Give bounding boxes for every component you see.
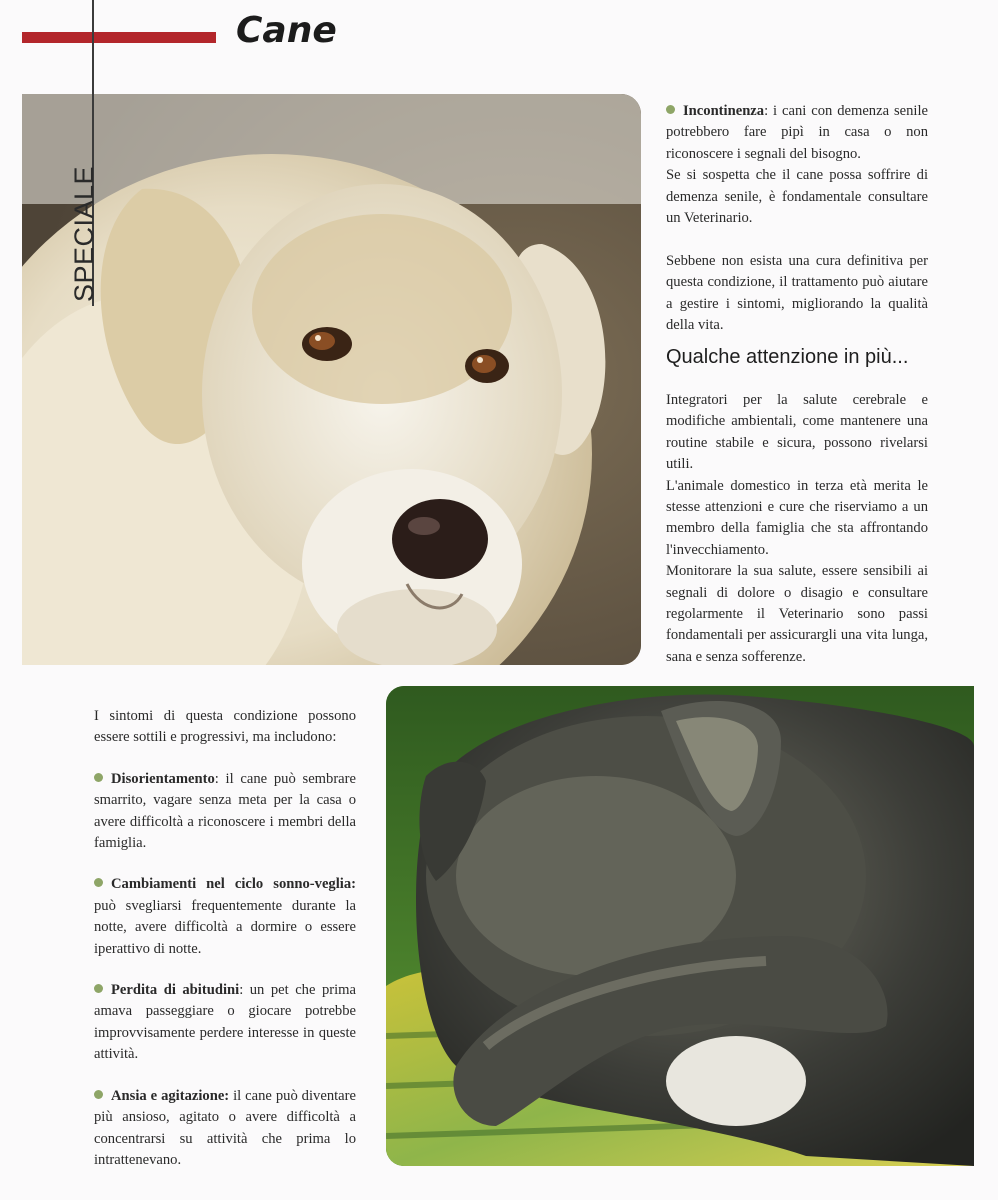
paragraph-no-cure: Sebbene non esista una cura definitiva per questa condizione, il trattamento può aiutare a gestire i sintomi, migliorando la qualità della vita. bbox=[666, 252, 928, 334]
incontinenza-paragraph bbox=[666, 101, 928, 165]
symptoms-intro: I sintomi di questa condizione possono essere sottili e progressivi, ma includono: bbox=[94, 708, 356, 746]
left-column-text bbox=[94, 706, 356, 1171]
bullet-dot-icon bbox=[94, 773, 103, 782]
right-column-text-continued bbox=[666, 390, 928, 668]
bullet-abitudini bbox=[94, 980, 356, 1066]
paragraph-supplements: Integratori per la salute cerebrale e modifiche ambientali, come mantenere una routine stabile e sicura, possono rivelarsi utili. bbox=[666, 392, 928, 473]
bullet-disorientamento bbox=[94, 769, 356, 855]
bullet-text: : il cane può sembrare smarrito, vagare senza meta per la casa o avere difficoltà a riconoscere i membri della famiglia. bbox=[94, 770, 356, 852]
bullet-title: Ansia e agitazione: bbox=[111, 1087, 230, 1104]
bullet-dot-icon bbox=[94, 878, 103, 887]
bullet-dot-icon bbox=[94, 984, 103, 993]
white-dog-illustration bbox=[22, 94, 641, 665]
paragraph-monitor-health: Monitorare la sua salute, essere sensibili ai segnali di dolore o disagio e consultare regolarmente il Veterinario sono passi fondamentali per assicurargli una vita lunga, sana e senza sofferenze. bbox=[666, 563, 928, 665]
paragraph-senior-pet: L'animale domestico in terza età merita le stesse attenzioni e cure che riserviamo a un membro della famiglia che sta affrontando l'invecchiamento. bbox=[666, 477, 928, 558]
bullet-sonno-veglia bbox=[94, 874, 356, 960]
white-dog-photo bbox=[22, 94, 641, 665]
bullet-dot-icon bbox=[666, 105, 675, 114]
dark-dog-illustration bbox=[386, 686, 974, 1166]
right-column-text bbox=[666, 101, 928, 336]
bullet-text: il cane può diventare più ansioso, agitato o avere difficoltà a concentrarsi su attività che prima lo intrattenevano. bbox=[94, 1087, 356, 1168]
incontinenza-title: Incontinenza bbox=[683, 103, 765, 119]
bullet-title: Perdita di abitudini bbox=[111, 982, 240, 999]
bullet-title: Cambiamenti nel ciclo sonno-veglia: bbox=[111, 876, 356, 893]
incontinenza-text: : i cani con demenza senile potrebbero fare pipì in casa o non riconoscere i segnali del bisogno. bbox=[666, 103, 928, 162]
paragraph-consult-vet: Se si sospetta che il cane possa soffrire di demenza senile, è fondamentale consultare un Veterinario. bbox=[666, 167, 928, 227]
bullet-text: può svegliarsi frequentemente durante la notte, avere difficoltà a dormire o essere iperattivo di notte. bbox=[94, 897, 356, 957]
accent-bar bbox=[22, 32, 216, 43]
section-heading: Qualche attenzione in più... bbox=[666, 346, 909, 368]
bullet-dot-icon bbox=[94, 1090, 103, 1099]
section-label: SPECIALE bbox=[69, 165, 99, 302]
bullet-text: : un pet che prima amava passeggiare o giocare potrebbe improvvisamente perdere interesse in queste attività. bbox=[94, 982, 356, 1063]
dark-dog-photo bbox=[386, 686, 974, 1166]
page-title: Cane bbox=[236, 10, 337, 51]
bullet-ansia bbox=[94, 1086, 356, 1172]
bullet-title: Disorientamento bbox=[111, 770, 215, 787]
